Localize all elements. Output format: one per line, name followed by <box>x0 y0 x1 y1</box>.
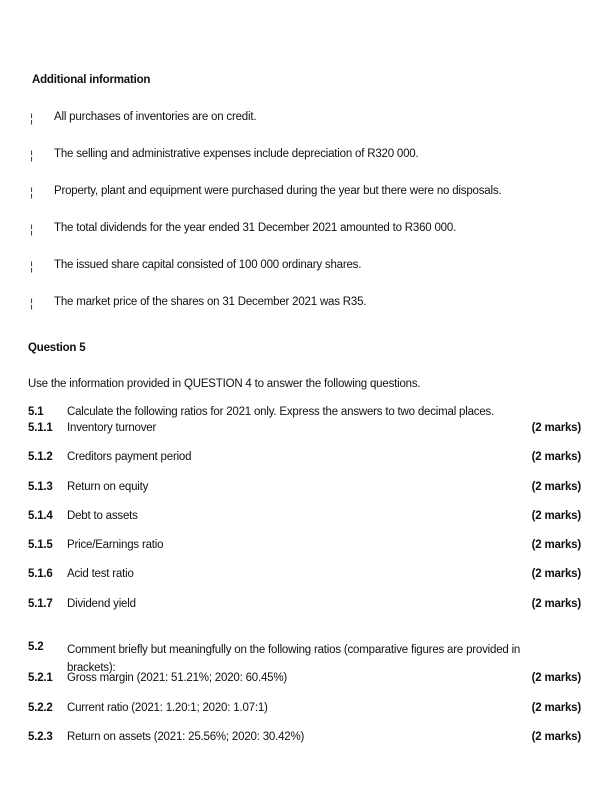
sub-question-number: 5.2.1 <box>28 672 53 684</box>
bullet-icon: ¦ <box>30 185 33 199</box>
sub-question-number: 5.1.2 <box>28 451 53 463</box>
marks-label: (2 marks) <box>531 422 581 434</box>
bullet-icon: ¦ <box>30 296 33 310</box>
marks-label: (2 marks) <box>531 731 581 743</box>
question-text: Comment briefly but meaningfully on the following ratios (comparative figures are provided in brackets): <box>67 644 521 674</box>
marks-label: (2 marks) <box>531 598 581 610</box>
sub-question-number: 5.1.6 <box>28 568 53 580</box>
marks-label: (2 marks) <box>531 539 581 551</box>
sub-question-number: 5.1.7 <box>28 598 53 610</box>
question-number: 5.1 <box>28 406 44 418</box>
bullet-icon: ¦ <box>30 259 33 273</box>
sub-question-text: Return on equity <box>67 481 149 493</box>
sub-question-text: Current ratio (2021: 1.20:1; 2020: 1.07:1) <box>67 702 268 714</box>
marks-label: (2 marks) <box>531 510 581 522</box>
sub-question-text: Acid test ratio <box>67 568 134 580</box>
bullet-icon: ¦ <box>30 111 33 125</box>
sub-question-text: Price/Earnings ratio <box>67 539 164 551</box>
info-item-text: Property, plant and equipment were purchased during the year but there were no disposals. <box>54 185 502 197</box>
marks-label: (2 marks) <box>531 568 581 580</box>
bullet-icon: ¦ <box>30 222 33 236</box>
bullet-icon: ¦ <box>30 148 33 162</box>
marks-label: (2 marks) <box>531 702 581 714</box>
marks-label: (2 marks) <box>531 451 581 463</box>
sub-question-number: 5.1.4 <box>28 510 53 522</box>
sub-question-number: 5.2.3 <box>28 731 53 743</box>
sub-question-text: Dividend yield <box>67 598 136 610</box>
info-item-text: All purchases of inventories are on credit. <box>54 111 257 123</box>
sub-question-number: 5.1.3 <box>28 481 53 493</box>
sub-question-number: 5.2.2 <box>28 702 53 714</box>
info-item-text: The selling and administrative expenses include depreciation of R320 000. <box>54 148 419 160</box>
info-item-text: The total dividends for the year ended 31 December 2021 amounted to R360 000. <box>54 222 457 234</box>
marks-label: (2 marks) <box>531 481 581 493</box>
sub-question-text: Return on assets (2021: 25.56%; 2020: 30.42%) <box>67 731 305 743</box>
info-item-text: The issued share capital consisted of 100 000 ordinary shares. <box>54 259 362 271</box>
additional-info-heading: Additional information <box>32 74 151 86</box>
sub-question-number: 5.1.5 <box>28 539 53 551</box>
sub-question-text: Inventory turnover <box>67 422 157 434</box>
sub-question-text: Debt to assets <box>67 510 138 522</box>
question-number: 5.2 <box>28 641 44 653</box>
sub-question-text: Creditors payment period <box>67 451 192 463</box>
question-heading: Question 5 <box>28 342 86 354</box>
sub-question-number: 5.1.1 <box>28 422 53 434</box>
question-text: Calculate the following ratios for 2021 only. Express the answers to two decimal places. <box>67 406 495 418</box>
sub-question-text: Gross margin (2021: 51.21%; 2020: 60.45%) <box>67 672 288 684</box>
marks-label: (2 marks) <box>531 672 581 684</box>
question-intro: Use the information provided in QUESTION 4 to answer the following questions. <box>28 378 421 390</box>
info-item-text: The market price of the shares on 31 December 2021 was R35. <box>54 296 367 308</box>
